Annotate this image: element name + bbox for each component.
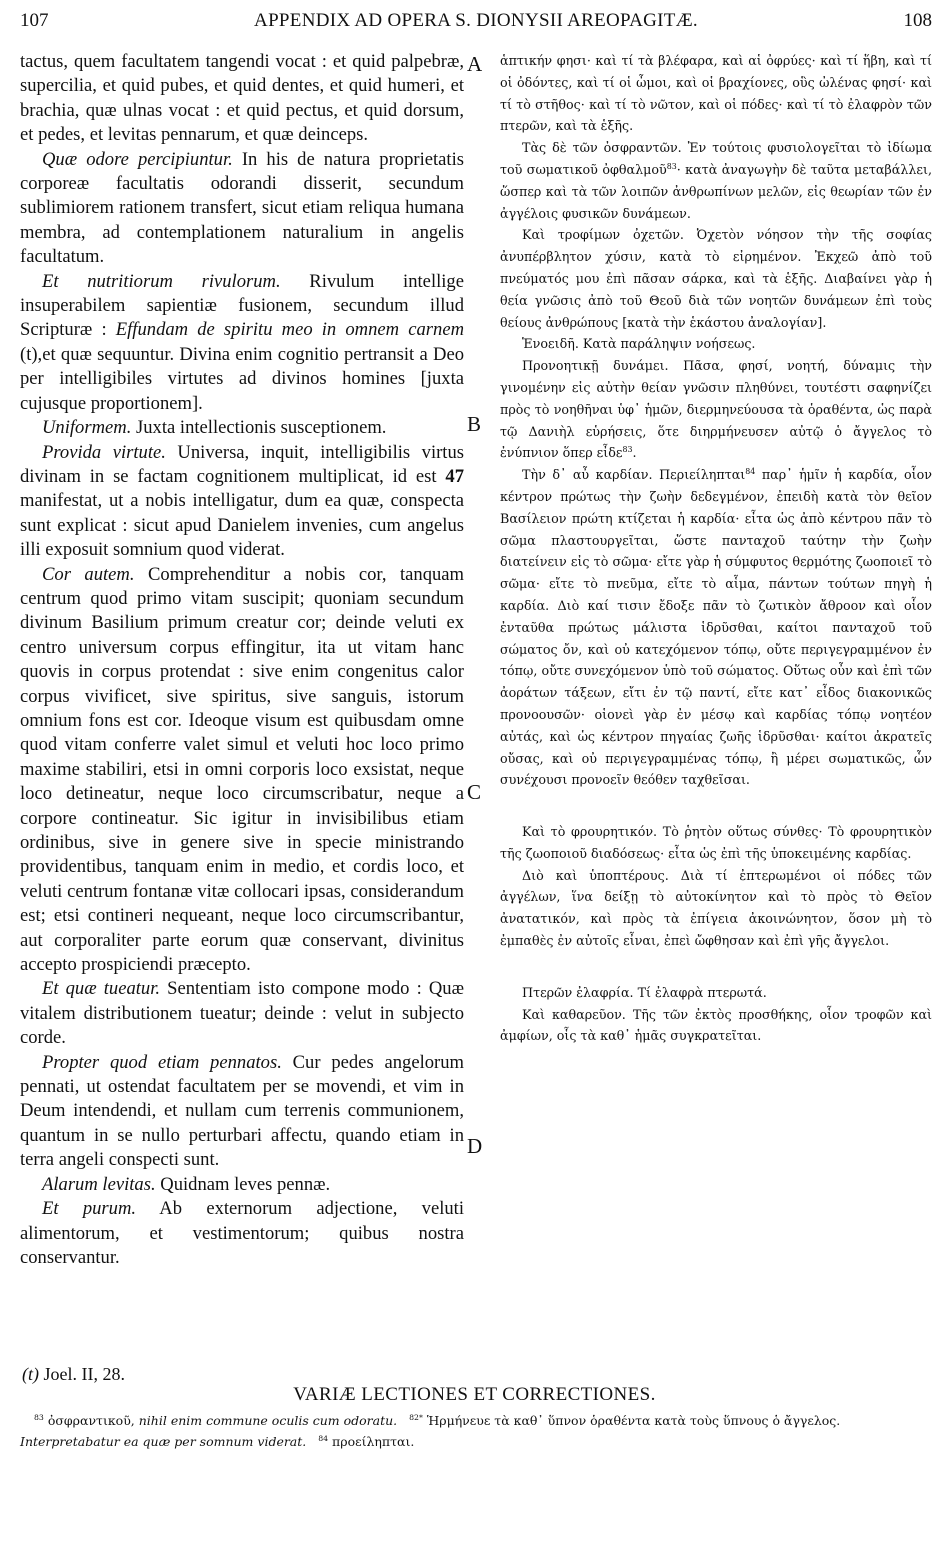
greek-paragraph: Καὶ καθαρεῦον. Τῆς τῶν ἐκτὸς προσθήκης, οἷον τροφῶν καὶ ἀμφίων, οἷς τὰ καθ᾽ ἡμᾶς συγκρατεῖται.: [500, 1006, 932, 1044]
variant-ref: 84: [745, 466, 756, 476]
variant-ref: 83: [666, 161, 677, 171]
column-number: 47: [445, 465, 464, 487]
lemma: Propter quod etiam pennatos.: [42, 1051, 282, 1073]
lemma: Provida virtute.: [42, 441, 166, 463]
page-number-left: 107: [20, 10, 49, 31]
section-marker-b: B: [467, 412, 482, 436]
latin-paragraph: Cor autem. Comprehenditur a nobis cor, tanquam centrum quod primo vitam suscipit; quoniam secundum divinum Basilium primum creatur cor; deinde veluti ex centro universum corpus effingitur, ita ut vitam hanc quovis in corpus protendat : sive enim congenitus calor corpus vivificet, sive spiritus, sive sanguis, istorum omnium fons est cor. Ideoque visum est quibusdam omne quod vitam conferre valet simul et veluti hoc loco primo maxime stabiliri, etsi in omni corporis loco exsistat, neque loco detineatur, neque loco circumscribatur, neque a corpore contineatur. Sic igitur in invisibilibus etiam ordinibus, sive in genere sive in specie ministrando providentibus, tanquam enim in medio, et cordis loco, et veluti centrum fontanæ vitæ collocari ipsas, considerandum est; etsi contineri nequeant, neque loco circumscribantur, aut corporaliter parte eorum quæ conservant, divinitus accepto prospiciendi præcepto.: [20, 563, 465, 976]
variant-number: 84: [318, 1433, 329, 1443]
latin-paragraph: Uniformem. Juxta intellectionis susceptionem.: [42, 417, 387, 439]
lemma: Uniformem.: [42, 417, 132, 439]
greek-paragraph: Τὰς δὲ τῶν ὀσφραντῶν. Ἐν τούτοις φυσιολογεῖται τὸ ἰδίωμα τοῦ σωματικοῦ ὀφθαλμοῦ$^{83}$· κατὰ ἀναγωγὴν δὲ ταῦτα μεταβάλλει, ὥσπερ καὶ τὰ τῶν λοιπῶν ἀνθρωπίνων μελῶν, εἰς θεωρίαν τῶν ἐν ἀγγέλοις φυσικῶν δυνάμεων.: [500, 140, 932, 221]
variae-title: VARIÆ LECTIONES ET CORRECTIONES.: [293, 1384, 656, 1405]
latin-column: [20, 50, 464, 1270]
greek-column: [500, 50, 932, 1047]
greek-paragraph: Καὶ τροφίμων ὀχετῶν. Ὀχετὸν νόησον τὴν τῆς σοφίας ἀνυπέρβλητον χύσιν, κατὰ τὸ εἰρημένον. Ἐκχεῶ ἀπὸ τοῦ πνεύματός μου ἐπὶ πᾶσαν σάρκα, καὶ τὰ ἑξῆς. Διαβαίνει γὰρ ἡ θεία γνῶσις ἀπὸ τοῦ Θεοῦ διὰ τῶν νοητῶν δυνάμεων ἐπὶ τοὺς θείους ἀνθρώπους [κατὰ τὴν ἑκάστου ἀναλογίαν].: [500, 227, 932, 330]
greek-paragraph: Ἑνοειδῆ. Κατὰ παράληψιν νοήσεως.: [522, 336, 756, 352]
section-marker-a: A: [467, 52, 483, 76]
latin-paragraph: Alarum levitas. Quidnam leves pennæ.: [42, 1173, 331, 1195]
variant-ref: 83: [622, 445, 633, 455]
footnote-text: Joel. II, 28.: [39, 1364, 125, 1384]
greek-paragraph: Καὶ τὸ φρουρητικόν. Τὸ ῥητὸν οὕτως σύνθες· Τὸ φρουρητικὸν τῆς ζωοποιοῦ διαδόσεως· εἶτα ὡς ἐπὶ τῆς ὑποκειμένης καρδίας.: [500, 824, 932, 861]
variant-number: 82*: [409, 1412, 423, 1422]
lemma: Et purum.: [42, 1198, 137, 1220]
footnote: [22, 1364, 125, 1385]
running-header: [20, 10, 932, 34]
running-title: APPENDIX AD OPERA S. DIONYSII AREOPAGITÆ.: [254, 10, 698, 31]
lemma: Et nutritiorum rivulorum.: [42, 270, 281, 292]
lemma: Alarum levitas.: [42, 1173, 156, 1195]
greek-paragraph: Πτερῶν ἐλαφρία. Τί ἐλαφρὰ πτερωτά.: [522, 984, 767, 1000]
footnote-ref: (t),: [20, 343, 43, 365]
variant-number: 83: [34, 1412, 44, 1422]
lemma: Cor autem.: [42, 563, 135, 585]
footnote-mark: (t): [22, 1364, 39, 1384]
latin-paragraph: Et purum. Ab externorum adjectione, veluti alimentorum, et vestimentorum; quibus nostra conservantur.: [20, 1198, 465, 1268]
variae-lectiones: $^{83}$ ὀσφραντικοῦ, nihil enim commune oculis cum odoratu. $^{82*}$ Ἡρμήνευε τὰ καθ᾽ ὕπνον ὁραθέντα κατὰ τοὺς ὕπνους ὁ ἄγγελος. Interpretabatur ea quæ per somnum viderat. $^{84}$ προείληπται.: [20, 1412, 841, 1449]
latin-paragraph: tactus, quem facultatem tangendi vocat : et quid palpebræ, supercilia, et quid pubes, et quid dentes, et quid humeri, et brachia, quæ ulnas vocat : et quid pectus, et quid dorsum, et pedes, et levitas pennarum, et quæ deinceps.: [20, 51, 464, 146]
scripture-quote: Effundam de spiritu meo in omnem carnem: [115, 319, 464, 341]
section-marker-c: C: [467, 780, 482, 804]
latin-paragraph: Et nutritiorum rivulorum. Rivulum intellige insuperabilem sapientiæ fusionem, secundum illud Scripturæ : Effundam de spiritu meo in omnem carnem (t),et quæ sequuntur. Divina enim cognitio pertransit a Deo per intelligibiles virtutes ad divinos homines [juxta cujusque proportionem].: [20, 270, 464, 414]
latin-paragraph: Et quæ tueatur. Sententiam isto compone modo : Quæ vitalem distributionem tueatur; deinde : velut in subjecto corde.: [20, 978, 464, 1049]
greek-paragraph: ἁπτικήν φησι· καὶ τί τὰ βλέφαρα, καὶ αἱ ὀφρύες· καὶ τί ἥβη, καὶ τί οἱ ὀδόντες, καὶ τί οἱ ὦμοι, καὶ οἱ βραχίονες, οὓς ὠλένας φησί· καὶ τί τὸ στῆθος· καὶ τί τὸ νῶτον, καὶ οἱ πόδες· καὶ τί τὸ ἐλαφρὸν τῶν πτερῶν, καὶ τὰ ἑξῆς.: [500, 53, 932, 134]
lemma: Quæ odore percipiuntur.: [42, 148, 233, 170]
latin-paragraph: Provida virtute. Universa, inquit, intelligibilis virtus divinam in se factam cognitionem multiplicat, id est 47 manifestat, ut a nobis intelligatur, dum ea quæ, conspecta sunt explicat : sicut apud Danielem invenies, cum angelus illi exposuit somnium quod viderat.: [20, 441, 464, 561]
greek-paragraph: Τὴν δ᾽ αὖ καρδίαν. Περιείληπται$^{84}$ παρ᾽ ἡμῖν ἡ καρδία, οἷον κέντρον πρώτως τὴν ζωὴν δεδεγμένον, ἐπειδὴ κατὰ τὸν θεῖον Βασίλειον πρώτη κτίζεται ἡ καρδία· εἶτα ὡς ἀπὸ κέντρου πᾶν τὸ σῶμα πλαστουργεῖται, ὥστε πανταχοῦ ταύτην τὴν ζωὴν διατείνειν εἰς τὸ σῶμα· εἴτε γὰρ ἡ σύμφυτος θερμότης ζωοποιεῖ τὸ σῶμα· εἴτε τὸ πνεῦμα, εἴτε τὸ αἷμα, πάντων τούτων πηγὴ ἡ καρδία. Διὸ καί τισιν ἔδοξε πᾶν τὸ ζωτικὸν ἄθροον καὶ οἷον ἐνταῦθα πρώτως μάλιστα ἱδρῦσθαι, καίτοι πανταχοῦ τοῦ σώματος ὄν, καὶ οὐ κατεχόμενον τόπῳ, οὔτε περιγεγραμμένον ἐν τόπῳ, οὔτε συνεχόμενον ὑπὸ τοῦ σώματος. Οὕτως οὖν καὶ ἐπὶ τῶν ἀοράτων τάξεων, εἴτι ἐν τῷ παντί, εἴτε κατ᾽ εἶδος διακονικῶς προνοουσῶν· οἱονεὶ γὰρ ἐν μέσῳ καὶ καρδίας τόπῳ νοητέον αὐτάς, καὶ ὡς κέντρον πηγαίας ζωῆς ἱδρῦσθαι· καίτοι ἀκρατεῖς οὔσας, καὶ οὐ περιγεγραμμένας τόπῳ, ἢ μέρει σωματικῶς, ὧν συνέχουσι προνοεῖν θεόθεν ταχθεῖσαι.: [500, 466, 932, 788]
page-number-right: 108: [903, 10, 932, 31]
section-marker-d: D: [467, 1134, 483, 1158]
greek-paragraph: Προνοητικῇ δυνάμει. Πᾶσα, φησί, νοητή, δύναμις τὴν γινομένην εἰς αὐτὴν θείαν γνῶσιν πληθύνει, τουτέστι σαφηνίζει πρὸς τὸ νοηθῆναι ὑφ᾽ ἡμῶν, διερμηνεύουσα τὰ ὁραθέντα, ὡς παρὰ τῷ Δανιὴλ εὑρήσεις, ὅτε διηρμήνευσεν αὐτῷ ὁ ἄγγελος τὸ ἐνύπνιον ὅπερ εἶδε$^{83}$.: [500, 358, 932, 461]
latin-paragraph: Propter quod etiam pennatos. Cur pedes angelorum pennati, ut ostendat facultatem per se movendi, et vim in Deum intendendi, et nullam cum terrenis communionem, quantum in se nullo perturbari affectu, quando etiam in terra angeli conspecti sunt.: [20, 1051, 464, 1171]
latin-paragraph: Quæ odore percipiuntur. In his de natura proprietatis corporeæ facultatis odorandi disserit, secundum sublimiorem rationem transfert, sicut etiam reliqua humana membra, ad contemplationem naturalium in angelis facultatum.: [20, 148, 464, 268]
greek-paragraph: Διὸ καὶ ὑποπτέρους. Διὰ τί ἐπτερωμένοι οἱ πόδες τῶν ἀγγέλων, ἵνα δείξῃ τὸ αὐτοκίνητον καὶ τὸ πρὸς τὸ Θεῖον ἀνατατικόν, καὶ πρὸς τὰ ἐπίγεια ἀκοινώνητον, ὅσον μὴ τὸ ἐμπαθὲς ἐν αὐτοῖς εἶναι, ἐπεὶ ὤφθησαν καὶ ἐπὶ γῆς ἄγγελοι.: [500, 867, 932, 949]
lemma: Et quæ tueatur.: [42, 978, 161, 1000]
